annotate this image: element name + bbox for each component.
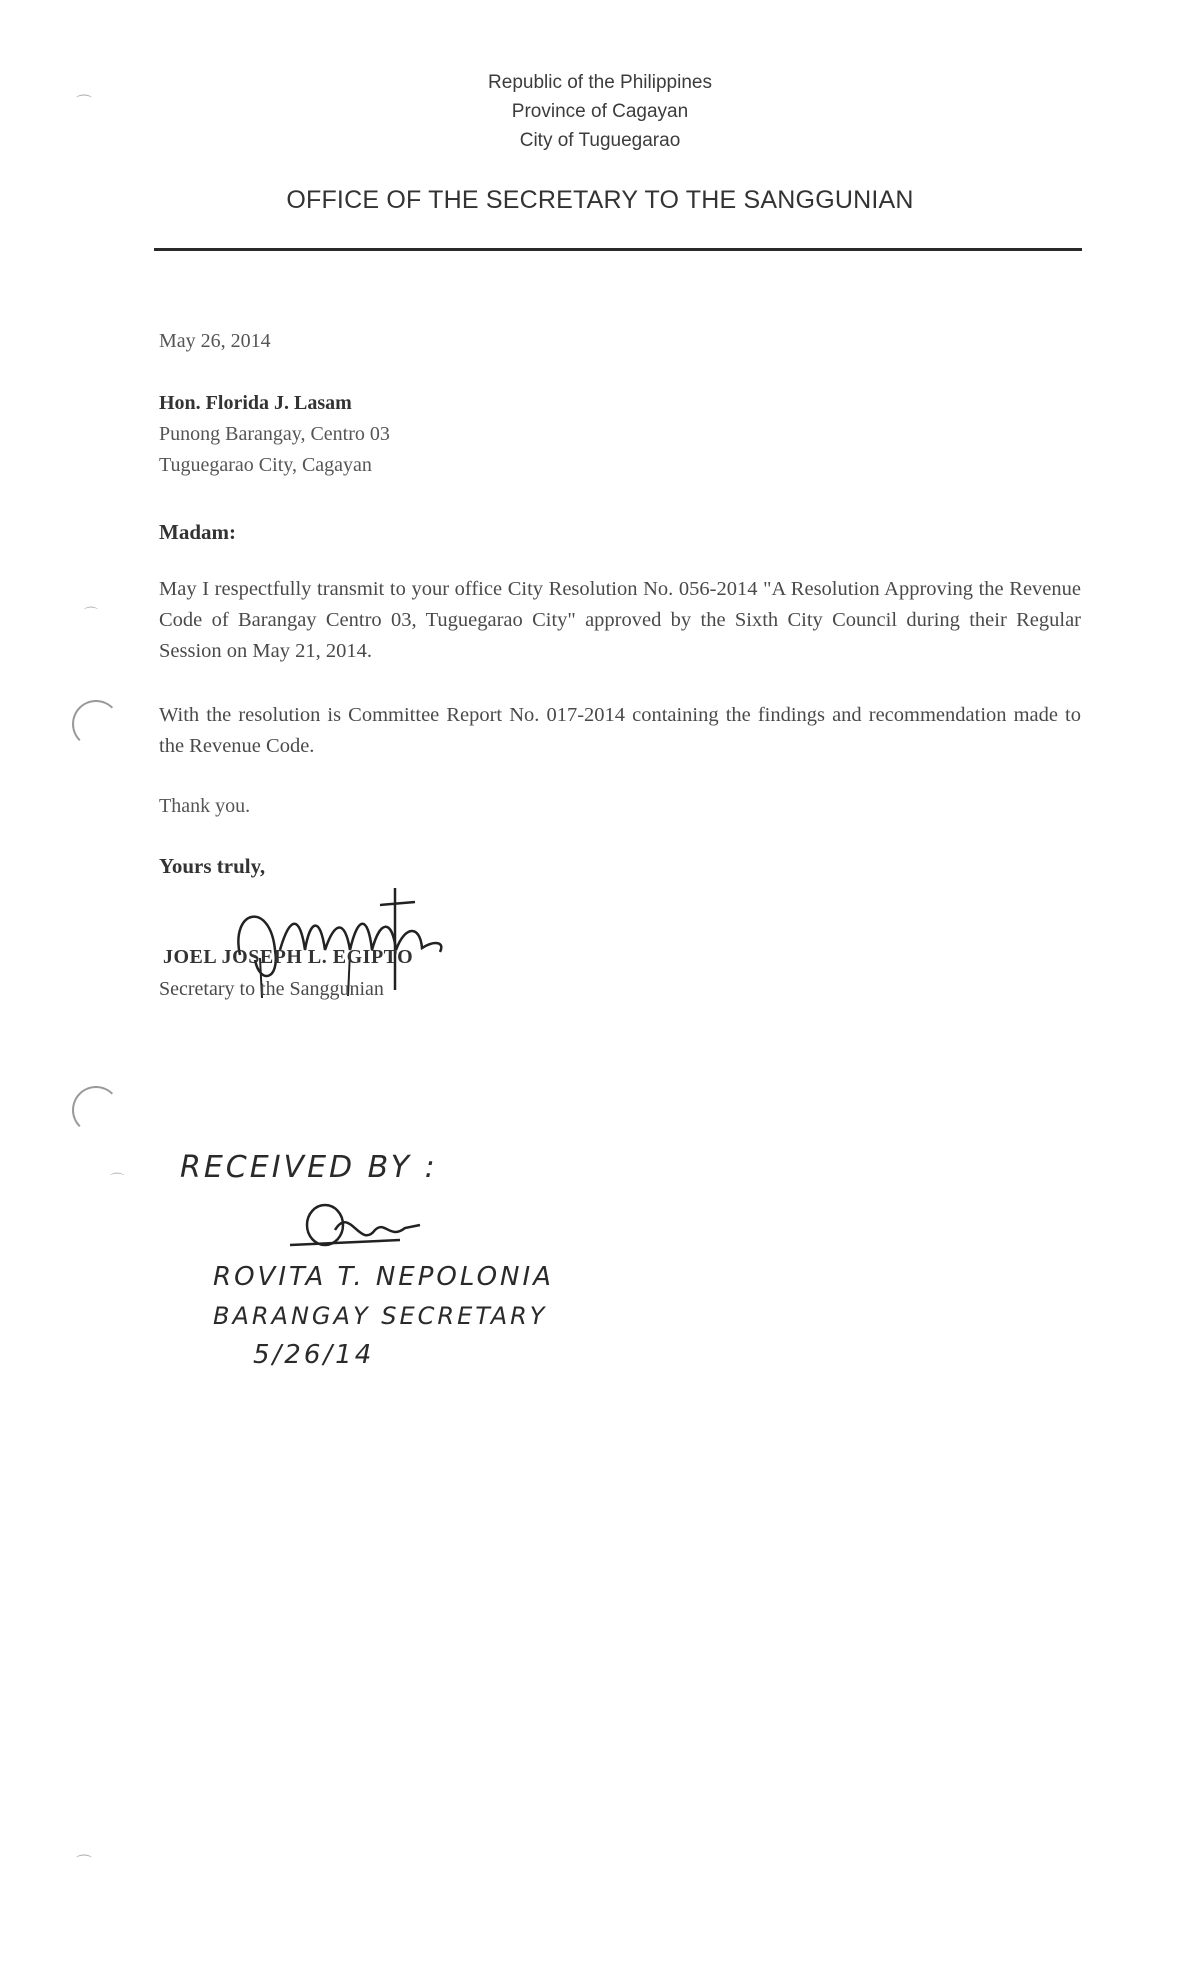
received-date: 5/26/14 [253,1340,375,1370]
body-paragraph-1: May I respectfully transmit to your office City Resolution No. 056-2014 "A Resolution Approving the Revenue Code of Barangay Centro 03, Tuguegarao City" approved by the Sixth City Council during their Regular Session on May 21, 2014. [159,578,1081,662]
receiver-name: ROVITA T. NEPOLONIA [213,1262,554,1292]
recipient-address: Tuguegarao City, Cagayan [159,454,372,476]
signer-name: JOEL JOSEPH L. EGIPTO [163,946,414,968]
header-rule [154,248,1082,251]
binder-hole [72,1086,120,1134]
letter-date: May 26, 2014 [159,330,271,352]
signer-title: Secretary to the Sanggunian [159,978,384,1000]
thanks-line: Thank you. [159,795,251,817]
receiver-title: BARANGAY SECRETARY [213,1302,548,1330]
scan-mark: ⌒ [76,1853,93,1872]
body-paragraph-2: With the resolution is Committee Report No. 017-2014 containing the findings and recommendation made to the Revenue Code. [159,704,1081,757]
receiver-signature [280,1200,430,1260]
received-by-label: RECEIVED BY : [180,1150,438,1185]
scan-mark: ⌒ [110,1173,124,1189]
recipient-title: Punong Barangay, Centro 03 [159,423,390,445]
header-city: City of Tuguegarao [519,130,681,151]
recipient-name: Hon. Florida J. Lasam [159,392,352,414]
salutation: Madam: [159,520,236,544]
office-title: OFFICE OF THE SECRETARY TO THE SANGGUNIAN [286,186,914,214]
header-republic: Republic of the Philippines [488,72,712,93]
header-province: Province of Cagayan [511,101,689,122]
closing: Yours truly, [159,854,266,878]
scan-mark: ⌒ [76,93,93,112]
scan-mark: ⌒ [84,607,98,623]
binder-hole [72,700,120,748]
